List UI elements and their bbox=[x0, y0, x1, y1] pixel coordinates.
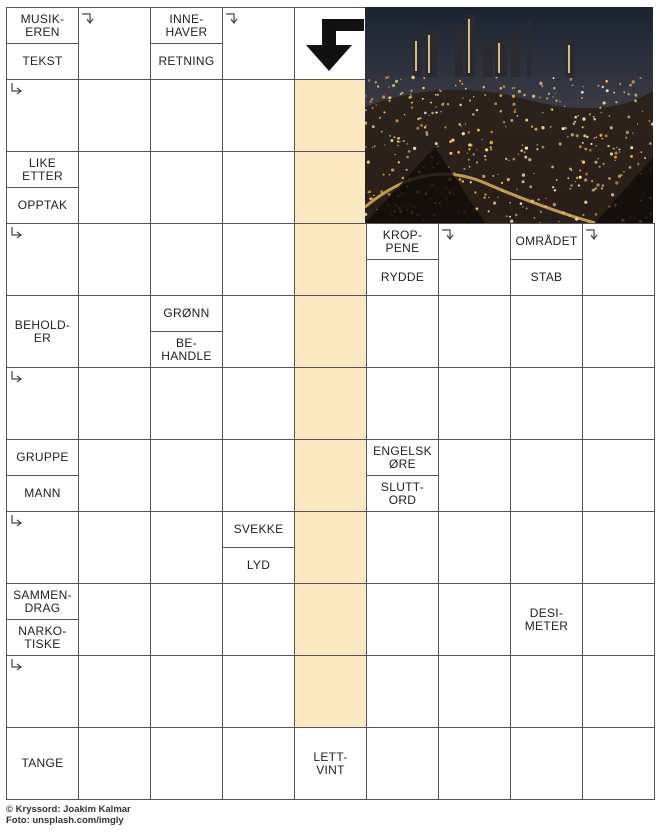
arrow-right-then-down-icon bbox=[585, 227, 599, 241]
grid-cell[interactable] bbox=[366, 655, 439, 728]
clue-beholder: BEHOLD- ER bbox=[7, 296, 78, 367]
grid-cell[interactable] bbox=[78, 79, 151, 152]
grid-cell[interactable] bbox=[510, 439, 583, 512]
clue-kroppene: KROP- PENE bbox=[367, 224, 438, 260]
grid-cell[interactable] bbox=[366, 727, 439, 800]
clue-innehaver: INNE- HAVER bbox=[151, 8, 222, 44]
grid-cell[interactable] bbox=[438, 655, 511, 728]
clue-gronn: GRØNN bbox=[151, 296, 222, 332]
grid-cell[interactable] bbox=[582, 295, 655, 368]
grid-cell[interactable] bbox=[150, 367, 223, 440]
city-skyline-photo bbox=[365, 7, 653, 223]
clue-gruppe: GRUPPE bbox=[7, 440, 78, 476]
grid-cell[interactable] bbox=[150, 655, 223, 728]
clue-lyd: LYD bbox=[223, 548, 294, 583]
grid-cell[interactable] bbox=[222, 295, 295, 368]
clue-musikeren: MUSIK- EREN bbox=[7, 8, 78, 44]
clue-opptak: OPPTAK bbox=[7, 188, 78, 223]
grid-cell[interactable] bbox=[582, 727, 655, 800]
arrow-down-then-right-icon bbox=[9, 514, 23, 528]
grid-cell[interactable] bbox=[438, 511, 511, 584]
grid-cell[interactable] bbox=[222, 367, 295, 440]
credits bbox=[6, 804, 131, 826]
grid-cell[interactable] bbox=[438, 727, 511, 800]
grid-cell[interactable] bbox=[294, 151, 367, 224]
grid-cell[interactable] bbox=[582, 367, 655, 440]
grid-cell[interactable] bbox=[222, 727, 295, 800]
arrow-right-then-down-icon bbox=[441, 227, 455, 241]
grid-cell[interactable] bbox=[222, 583, 295, 656]
grid-cell[interactable] bbox=[438, 367, 511, 440]
grid-cell[interactable] bbox=[294, 223, 367, 296]
grid-cell[interactable] bbox=[78, 151, 151, 224]
clue-narkotiske: NARKO- TISKE bbox=[7, 620, 78, 655]
clue-tange: TANGE bbox=[7, 728, 78, 799]
grid-cell[interactable] bbox=[150, 151, 223, 224]
clue-engelsk-ore: ENGELSK ØRE bbox=[367, 440, 438, 476]
clue-desimeter: DESI- METER bbox=[511, 584, 582, 655]
grid-cell[interactable] bbox=[366, 367, 439, 440]
grid-cell[interactable] bbox=[294, 511, 367, 584]
grid-cell[interactable] bbox=[222, 79, 295, 152]
grid-cell[interactable] bbox=[150, 727, 223, 800]
clue-sammendrag: SAMMEN- DRAG bbox=[7, 584, 78, 620]
clue-omradet: OMRÅDET bbox=[511, 224, 582, 260]
grid-cell[interactable] bbox=[366, 295, 439, 368]
grid-cell[interactable] bbox=[294, 439, 367, 512]
grid-cell[interactable] bbox=[222, 151, 295, 224]
grid-cell[interactable] bbox=[582, 511, 655, 584]
grid-cell[interactable] bbox=[78, 511, 151, 584]
grid-cell[interactable] bbox=[150, 79, 223, 152]
arrow-right-then-down-icon bbox=[81, 11, 95, 25]
grid-cell[interactable] bbox=[78, 727, 151, 800]
grid-cell[interactable] bbox=[366, 511, 439, 584]
grid-cell[interactable] bbox=[150, 583, 223, 656]
grid-cell[interactable] bbox=[222, 655, 295, 728]
arrow-right-then-down-icon bbox=[225, 11, 239, 25]
grid-cell[interactable] bbox=[294, 367, 367, 440]
arrow-down-then-right-icon bbox=[9, 370, 23, 384]
grid-cell[interactable] bbox=[150, 439, 223, 512]
grid-cell[interactable] bbox=[294, 583, 367, 656]
credit-photo-source: Foto: unsplash.com/imgly bbox=[6, 815, 124, 826]
grid-cell[interactable] bbox=[150, 511, 223, 584]
grid-cell[interactable] bbox=[294, 295, 367, 368]
clue-retning: RETNING bbox=[151, 44, 222, 79]
grid-cell[interactable] bbox=[510, 655, 583, 728]
clue-rydde: RYDDE bbox=[367, 260, 438, 295]
arrow-down-then-right-icon bbox=[9, 658, 23, 672]
clue-like-etter: LIKE ETTER bbox=[7, 152, 78, 188]
clue-behandle: BE- HANDLE bbox=[151, 332, 222, 367]
grid-cell[interactable] bbox=[366, 583, 439, 656]
grid-cell[interactable] bbox=[78, 295, 151, 368]
grid-cell[interactable] bbox=[294, 79, 367, 152]
clue-mann: MANN bbox=[7, 476, 78, 511]
grid-cell[interactable] bbox=[78, 367, 151, 440]
grid-cell[interactable] bbox=[150, 223, 223, 296]
grid-cell[interactable] bbox=[582, 583, 655, 656]
arrow-down-then-right-icon bbox=[9, 226, 23, 240]
grid-cell[interactable] bbox=[78, 583, 151, 656]
grid-cell[interactable] bbox=[582, 655, 655, 728]
crossword-grid bbox=[6, 7, 654, 799]
grid-cell[interactable] bbox=[222, 439, 295, 512]
grid-cell[interactable] bbox=[438, 583, 511, 656]
arrow-down-then-right-icon bbox=[9, 82, 23, 96]
clue-lettvint: LETT- VINT bbox=[295, 728, 366, 799]
thick-arrow-down-icon bbox=[300, 15, 364, 80]
grid-cell[interactable] bbox=[510, 511, 583, 584]
grid-cell[interactable] bbox=[78, 439, 151, 512]
grid-cell[interactable] bbox=[582, 439, 655, 512]
grid-cell[interactable] bbox=[438, 439, 511, 512]
clue-tekst: TEKST bbox=[7, 44, 78, 79]
grid-cell[interactable] bbox=[510, 367, 583, 440]
grid-cell[interactable] bbox=[510, 727, 583, 800]
credit-crossword-author: © Kryssord: Joakim Kalmar bbox=[6, 804, 131, 815]
clue-svekke: SVEKKE bbox=[223, 512, 294, 548]
grid-cell[interactable] bbox=[510, 295, 583, 368]
grid-cell[interactable] bbox=[222, 223, 295, 296]
clue-stab: STAB bbox=[511, 260, 582, 295]
clue-sluttord: SLUTT- ORD bbox=[367, 476, 438, 511]
grid-cell[interactable] bbox=[438, 295, 511, 368]
grid-cell[interactable] bbox=[78, 223, 151, 296]
grid-cell[interactable] bbox=[78, 655, 151, 728]
grid-cell[interactable] bbox=[294, 655, 367, 728]
